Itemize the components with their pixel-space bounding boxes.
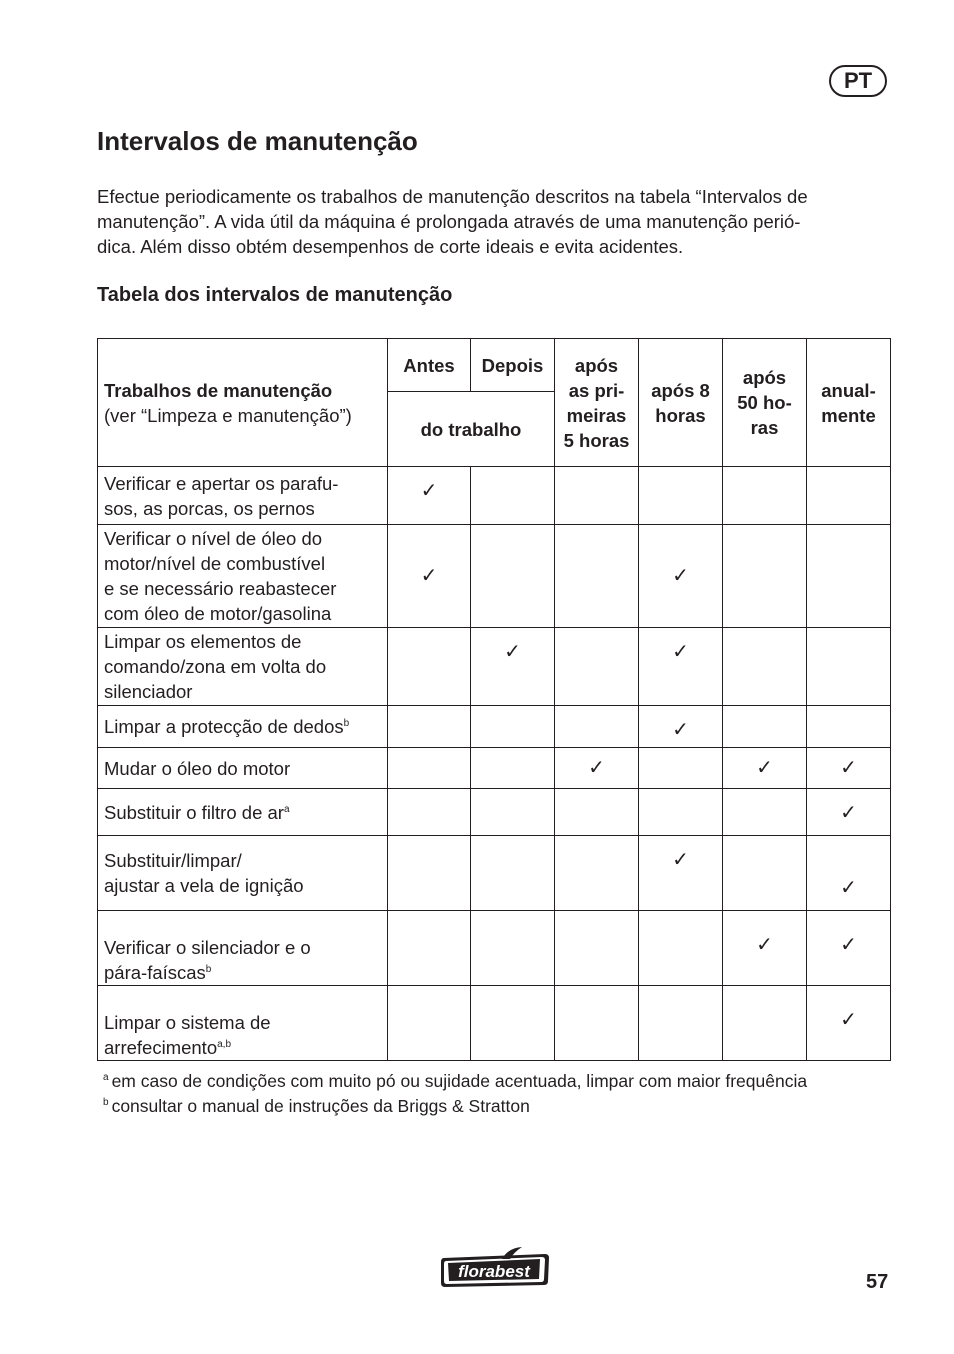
maintenance-table (97, 338, 891, 1061)
check-cell (639, 911, 723, 986)
check-mark-icon: ✓ (672, 641, 689, 663)
check-cell (388, 628, 471, 706)
svg-text:florabest: florabest (458, 1262, 530, 1281)
check-cell (471, 789, 555, 836)
check-cell (471, 467, 555, 525)
check-mark-icon: ✓ (420, 565, 438, 587)
check-cell (388, 525, 471, 628)
table-row (98, 748, 891, 789)
check-cell (807, 911, 891, 986)
check-cell (723, 628, 807, 706)
check-cell (471, 706, 555, 748)
page-number: 57 (866, 1271, 889, 1293)
check-cell (639, 628, 723, 706)
check-mark-icon: ✓ (672, 565, 689, 587)
check-mark-icon: ✓ (756, 757, 773, 779)
check-cell (807, 706, 891, 748)
check-cell (555, 836, 639, 911)
table-row (98, 789, 891, 836)
table-row (98, 628, 891, 706)
task-description: Substituir/limpar/ ajustar a vela de ignição (98, 836, 388, 911)
of-work-column-header: do trabalho (388, 392, 555, 467)
check-mark-icon: ✓ (840, 802, 857, 824)
check-cell (388, 706, 471, 748)
check-cell (388, 789, 471, 836)
intro-paragraph (97, 184, 897, 259)
check-cell (471, 525, 555, 628)
check-cell (555, 986, 639, 1061)
after-column-header: Depois (471, 339, 555, 392)
check-cell (639, 836, 723, 911)
check-cell (555, 706, 639, 748)
task-column-header: Trabalhos de manutenção (ver “Limpeza e manutenção”) (98, 339, 388, 467)
check-cell (639, 789, 723, 836)
check-cell (388, 836, 471, 911)
check-mark-icon: ✓ (840, 877, 857, 899)
check-cell (388, 467, 471, 525)
check-cell (723, 467, 807, 525)
check-cell (471, 748, 555, 789)
task-description: Verificar e apertar os parafu- sos, as porcas, os pernos (98, 467, 388, 525)
check-cell (807, 836, 891, 911)
table-row (98, 986, 891, 1061)
check-cell (471, 986, 555, 1061)
task-description: Verificar o silenciador e o pára-faíscas$^b$ (98, 911, 388, 986)
check-cell (723, 789, 807, 836)
page-title: Intervalos de manutenção (97, 126, 418, 156)
check-cell (639, 748, 723, 789)
check-cell (723, 748, 807, 789)
check-cell (723, 986, 807, 1061)
check-cell (471, 836, 555, 911)
check-cell (555, 911, 639, 986)
check-cell (807, 467, 891, 525)
check-cell (388, 986, 471, 1061)
check-cell (639, 525, 723, 628)
check-cell (807, 986, 891, 1061)
annually-column-header: anual- mente (807, 339, 891, 467)
before-column-header: Antes (388, 339, 471, 392)
check-cell (807, 789, 891, 836)
task-description: Substituir o filtro de $ar^a$ (98, 789, 388, 836)
every-50-hours-column-header: após 50 ho- ras (723, 339, 807, 467)
footnote-a: $^a$ em caso de condições com muito pó ou sujidade acentuada, limpar com maior frequência (103, 1071, 808, 1091)
language-badge: PT (829, 65, 887, 97)
table-row (98, 467, 891, 525)
check-cell (639, 986, 723, 1061)
table-row (98, 836, 891, 911)
check-cell (555, 628, 639, 706)
check-cell (555, 789, 639, 836)
check-cell (555, 467, 639, 525)
check-mark-icon: ✓ (672, 719, 689, 741)
task-description: Limpar a protecção de dedos$^b$ (98, 706, 388, 748)
check-cell (639, 467, 723, 525)
check-mark-icon: ✓ (588, 757, 605, 779)
check-cell (639, 706, 723, 748)
check-cell (555, 525, 639, 628)
florabest-logo (438, 1245, 551, 1289)
check-cell (471, 911, 555, 986)
check-mark-icon: ✓ (672, 849, 689, 871)
check-cell (807, 748, 891, 789)
intro-line: manutenção”. A vida útil da máquina é prolongada através de uma manutenção perió- (97, 211, 801, 232)
section-subtitle: Tabela dos intervalos de manutenção (97, 284, 453, 306)
intro-line: dica. Além disso obtém desempenhos de corte ideais e evita acidentes. (97, 236, 684, 257)
table-row (98, 706, 891, 748)
footnote-b: $^b$ consultar o manual de instruções da Briggs & Stratton (103, 1096, 530, 1116)
check-cell (388, 911, 471, 986)
check-cell (723, 911, 807, 986)
check-mark-icon: ✓ (420, 480, 438, 502)
first-5-hours-column-header: após as pri- meiras 5 horas (555, 339, 639, 467)
task-description: Mudar o óleo do motor (98, 748, 388, 789)
task-description: Limpar os elementos de comando/zona em volta do silenciador (98, 628, 388, 706)
table-row (98, 911, 891, 986)
check-mark-icon: ✓ (756, 934, 773, 956)
check-cell (555, 748, 639, 789)
check-mark-icon: ✓ (840, 757, 857, 779)
check-mark-icon: ✓ (504, 641, 521, 663)
check-cell (723, 836, 807, 911)
check-mark-icon: ✓ (840, 934, 857, 956)
check-mark-icon: ✓ (840, 1009, 857, 1031)
task-description: Limpar o sistema de arrefecimento$^{a,b}$ (98, 986, 388, 1061)
check-cell (723, 706, 807, 748)
table-row (98, 525, 891, 628)
intro-line: Efectue periodicamente os trabalhos de manutenção descritos na tabela “Intervalos de (97, 186, 808, 207)
every-8-hours-column-header: após 8 horas (639, 339, 723, 467)
check-cell (807, 525, 891, 628)
check-cell (388, 748, 471, 789)
check-cell (807, 628, 891, 706)
check-cell (723, 525, 807, 628)
task-description: Verificar o nível de óleo do motor/nível de combustível e se necessário reabastecer com óleo de motor/gasolina (98, 525, 388, 628)
check-cell (471, 628, 555, 706)
